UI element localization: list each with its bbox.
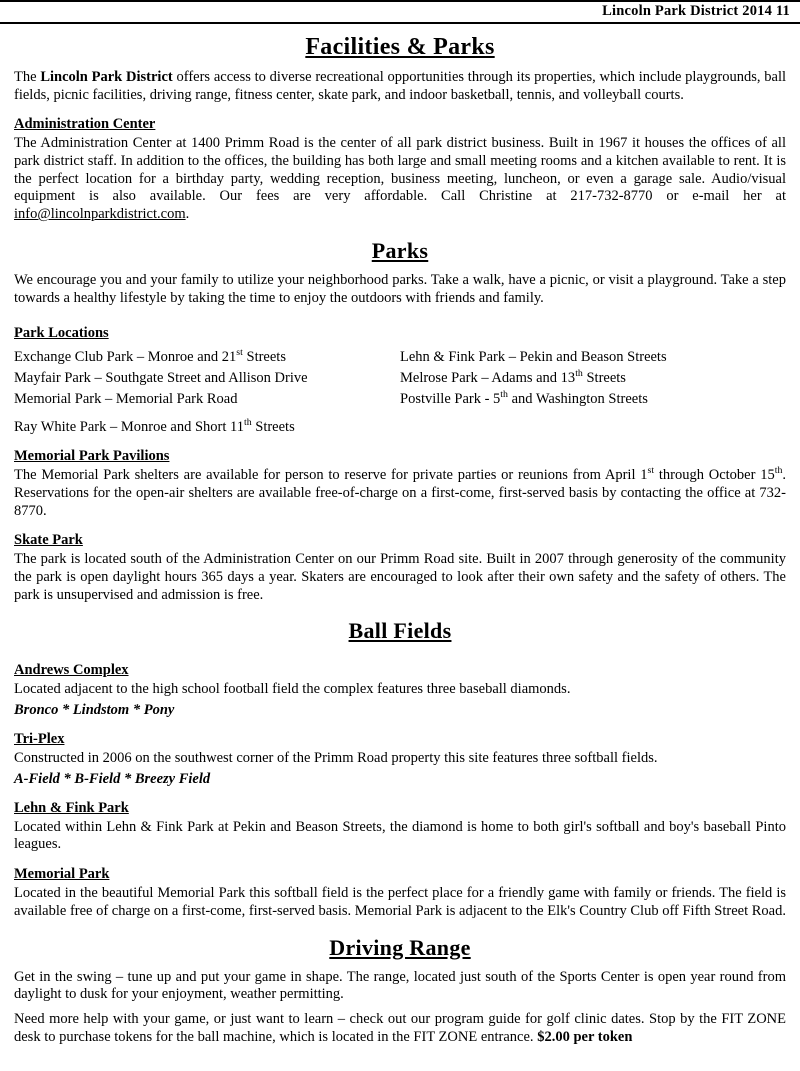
ordinal-suffix: th [774, 465, 783, 477]
pavilions-body-mid: through October 15 [654, 467, 775, 484]
park-location-text-post: Streets [251, 419, 295, 436]
administration-email-link[interactable]: info@lincolnparkdistrict.com [14, 206, 186, 223]
driving-range-paragraph-2 [14, 1011, 786, 1046]
park-locations-heading-wrap [14, 315, 786, 343]
parks-section-title: Parks [371, 237, 429, 263]
skate-park-heading-wrap [14, 522, 786, 550]
page-title: Facilities & Parks [305, 34, 495, 60]
driving-range-paragraph-1: Get in the swing – tune up and put your game in shape. The range, located just south of the Sports Center is open year round from daylight to dusk for your enjoyment, weather permitting. [14, 968, 786, 1003]
tri-plex-heading-wrap [14, 721, 786, 749]
park-locations-table [14, 347, 786, 410]
running-header [0, 0, 800, 24]
intro-before: The [14, 69, 41, 85]
park-location-text: Lehn & Fink Park – Pekin and Beason Streets [400, 349, 667, 366]
tri-plex-fields: A-Field * B-Field * Breezy Field [14, 770, 211, 787]
park-location-cell [14, 389, 400, 410]
intro-lead-bold: Lincoln Park District [40, 69, 173, 85]
pavilions-body-pre: The Memorial Park shelters are available for person to reserve for private parties or reunions from April 1 [14, 467, 648, 484]
memorial-park-paragraph: Located in the beautiful Memorial Park this softball field is the perfect place for a friendly game with family or friends. The field is available free of charge on a first-come, first-served basis. Memorial Park is adjacent to the Elk's Country Club off Fifth Street Road. [14, 885, 786, 919]
park-location-text-post: Streets [242, 349, 286, 366]
parks-paragraph: We encourage you and your family to utilize your neighborhood parks. Take a walk, have a picnic, or visit a playground. Take a step towards a healthy lifestyle by taking the time to enjoy the outdoors with friends and family. [14, 271, 786, 306]
park-location-text: Exchange Club Park – Monroe and 21 [14, 349, 237, 366]
driving-range-body: Need more help with your game, or just want to learn – check out our program guide for golf clinic dates. Stop by the FIT ZONE desk to purchase tokens for the ball machine, which is located in the FIT ZONE entrance. [14, 1010, 786, 1045]
andrews-complex-heading: Andrews Complex [14, 662, 129, 679]
park-location-text-post: and Washington Streets [507, 391, 648, 408]
document-body [0, 24, 800, 1046]
administration-email-trailing: . [185, 206, 190, 223]
intro-after: offers access to diverse recreational opportunities through its properties, which include playgrounds, ball fields, picnic facilities, driving range, fitness center, skate park, and indoor basketball, tennis, and volleyball courts. [14, 69, 787, 103]
table-row [14, 347, 786, 368]
running-header-text: Lincoln Park District 2014 11 [602, 3, 790, 19]
administration-body: The Administration Center at 1400 Primm Road is the center of all park district business. Built in 1967 it houses the offices of all park district staff. In addition to the offices, the building has both large and small meeting rooms and a kitchen available to rent. It is the perfect location for a birthday party, wedding reception, business meeting, luncheon, or even a garage sale. Audio/visual equipment is also available. Our fees are very affordable. Call Christine at 217-732-8770 or e-mail her at [14, 135, 786, 205]
tri-plex-paragraph: Constructed in 2006 on the southwest corner of the Primm Road property this site features three softball fields. [14, 750, 658, 767]
park-location-text: Postville Park - 5 [400, 391, 501, 408]
administration-heading-wrap [14, 106, 786, 134]
ordinal-suffix: th [243, 417, 252, 429]
park-location-cell [400, 368, 786, 389]
andrews-complex-paragraph: Located adjacent to the high school football field the complex features three baseball diamonds. [14, 681, 571, 698]
ball-fields-section-title: Ball Fields [348, 618, 452, 644]
park-locations-heading: Park Locations [14, 325, 109, 342]
tri-plex-heading: Tri-Plex [14, 731, 65, 748]
park-location-cell [14, 368, 400, 389]
pavilions-paragraph [14, 467, 786, 520]
ordinal-suffix: th [575, 368, 583, 380]
pavilions-heading: Memorial Park Pavilions [14, 448, 170, 465]
ordinal-suffix: st [236, 347, 243, 359]
administration-paragraph [14, 135, 786, 223]
pavilions-body-post: . Reservations for the open-air shelters are available free-of-charge on a first-come, first-served basis by contacting the office at 732-8770. [14, 467, 786, 519]
pavilions-heading-wrap [14, 438, 786, 466]
lehn-fink-park-paragraph: Located within Lehn & Fink Park at Pekin and Beason Streets, the diamond is home to both girl's softball and boy's baseball Pinto leagues. [14, 818, 786, 853]
token-price: $2.00 per token [537, 1028, 633, 1045]
park-location-text: Melrose Park – Adams and 13 [400, 370, 576, 387]
park-location-text: Memorial Park – Memorial Park Road [14, 391, 238, 408]
spacer [14, 1006, 786, 1009]
park-location-cell [400, 347, 786, 368]
intro-paragraph [14, 69, 786, 104]
memorial-park-heading-wrap [14, 856, 786, 884]
park-location-cell [400, 389, 786, 410]
ordinal-suffix: st [647, 465, 655, 477]
park-location-cell [14, 347, 400, 368]
skate-park-heading: Skate Park [14, 532, 83, 549]
table-row [14, 389, 786, 410]
administration-heading: Administration Center [14, 116, 156, 133]
park-location-text: Mayfair Park – Southgate Street and Allison Drive [14, 370, 308, 387]
andrews-complex-heading-wrap [14, 652, 786, 680]
table-row [14, 368, 786, 389]
memorial-park-heading: Memorial Park [14, 866, 110, 883]
lehn-fink-park-heading-wrap [14, 790, 786, 818]
ordinal-suffix: th [500, 389, 508, 401]
park-location-extra [14, 417, 786, 438]
andrews-complex-fields: Bronco * Lindstom * Pony [14, 702, 175, 719]
park-location-text: Ray White Park – Monroe and Short 11 [14, 419, 244, 436]
driving-range-section-title: Driving Range [329, 934, 471, 960]
skate-park-paragraph: The park is located south of the Administration Center on our Primm Road site. Built in 2007 through generosity of the community the park is open daylight hours 365 days a year. Skaters are encouraged to look after their own safety and the safety of others. The park is unsupervised and admission is free. [14, 551, 786, 603]
lehn-fink-park-heading: Lehn & Fink Park [14, 799, 129, 816]
park-location-text-post: Streets [582, 370, 626, 387]
